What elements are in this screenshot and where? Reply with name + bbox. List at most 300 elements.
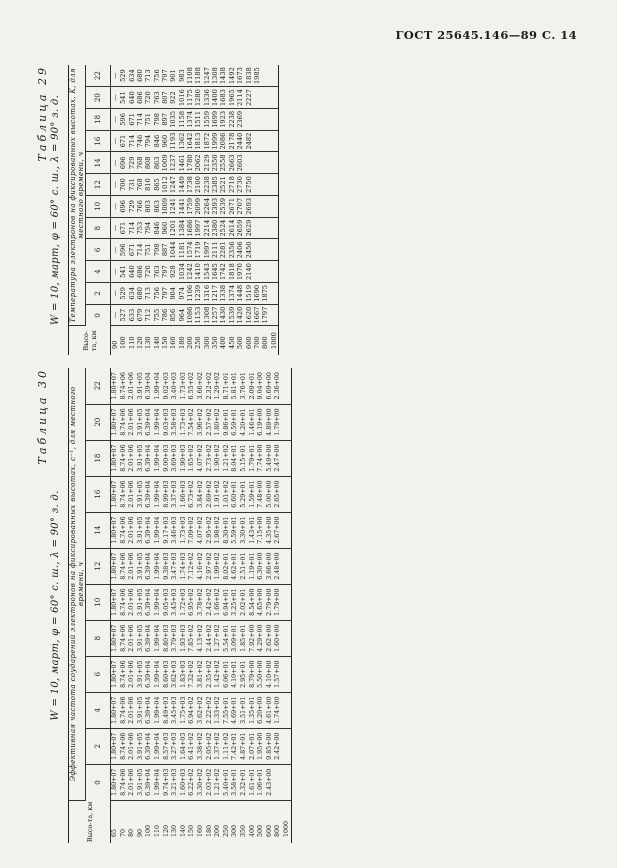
table-cell: 1.80+07 bbox=[111, 624, 118, 652]
table-cell: 2750 bbox=[244, 176, 253, 194]
table-cell: 1.73+03 bbox=[179, 372, 187, 400]
table-cell: — bbox=[111, 116, 119, 123]
table-cell: 8.74+06 bbox=[119, 480, 127, 508]
table-cell: 6.55+02 bbox=[188, 372, 196, 400]
table-cell: 7.55+01 bbox=[222, 696, 230, 724]
table-cell: 1999 bbox=[211, 132, 220, 150]
altitude-value: 130 bbox=[171, 824, 179, 837]
table-cell: 8.74+06 bbox=[119, 552, 127, 580]
table-cell: 6.39+04 bbox=[145, 372, 153, 400]
hour-column bbox=[111, 130, 279, 152]
altitude-value: 110 bbox=[153, 824, 161, 837]
table-cell: 1106 bbox=[186, 284, 195, 302]
table-cell: 1559 bbox=[202, 110, 211, 128]
table-cell: 2539 bbox=[219, 197, 228, 215]
table-cell: 922 bbox=[169, 91, 178, 104]
table-cell: 1188 bbox=[194, 67, 203, 85]
group-caption: Температура электронов на фиксированных высотах, K, для местного времени, ч bbox=[69, 65, 86, 326]
table-cell: 4.29+00 bbox=[257, 624, 265, 652]
table-cell: 1686 bbox=[186, 219, 195, 237]
altitude-value: 1000 bbox=[269, 332, 278, 349]
table-cell: 1997 bbox=[202, 241, 211, 259]
hour-column bbox=[111, 283, 279, 305]
table-cell: 766 bbox=[136, 200, 145, 213]
table-cell: 2129 bbox=[202, 154, 211, 172]
table-cell: 1158 bbox=[177, 110, 186, 128]
table-cell: 541 bbox=[119, 91, 128, 104]
table-cell: 7.32+02 bbox=[188, 660, 196, 688]
table-cell: 1965 bbox=[227, 89, 236, 107]
table-cell: 2693 bbox=[244, 197, 253, 215]
altitude-header: Высо-та, км bbox=[69, 800, 111, 843]
table-cell: 1.74+03 bbox=[179, 552, 187, 580]
table-cell: 1362 bbox=[177, 132, 186, 150]
table-cell: 1.79+00 bbox=[274, 588, 282, 616]
table-cell: 8.74+06 bbox=[119, 624, 127, 652]
table-cell: 8.74+06 bbox=[119, 516, 127, 544]
table-cell: 1.29+02 bbox=[214, 372, 222, 400]
hour-column bbox=[111, 584, 292, 620]
table-cell: 1574 bbox=[186, 241, 195, 259]
page-header: ГОСТ 25645.146—89 С. 14 bbox=[395, 28, 577, 42]
table-cell: 1673 bbox=[236, 67, 245, 85]
table-cell: 729 bbox=[127, 156, 136, 170]
table-cell: 6.39+04 bbox=[145, 588, 153, 616]
table-cell: 1430 bbox=[219, 306, 228, 324]
table-cell: 3.91+05 bbox=[136, 768, 144, 796]
table-cell: 1410 bbox=[194, 263, 203, 281]
table-cell: 3.76+01 bbox=[239, 372, 247, 400]
table-cell: 9.38+03 bbox=[162, 552, 170, 580]
table-cell: 5.29+01 bbox=[239, 480, 247, 508]
table-cell: 2.03+02 bbox=[205, 768, 213, 796]
table-cell: 3.78+02 bbox=[196, 588, 204, 616]
altitude-column bbox=[111, 800, 292, 843]
table-cell: 3.91+05 bbox=[136, 660, 144, 688]
table-cell: 1.80+07 bbox=[111, 588, 118, 616]
table-cell: 7.85+02 bbox=[188, 624, 196, 652]
table-cell: 1.64+03 bbox=[179, 732, 187, 760]
table-cell: 1.99+04 bbox=[153, 552, 161, 580]
table-cell: 810 bbox=[144, 178, 153, 191]
table-cell: 9.03+03 bbox=[162, 408, 170, 436]
hour-column bbox=[111, 196, 279, 218]
table-cell: 1239 bbox=[194, 284, 203, 302]
altitude-value: 140 bbox=[152, 336, 161, 349]
table-cell: 1813 bbox=[194, 132, 203, 150]
table-cell: 6.39+04 bbox=[145, 660, 153, 688]
table-cell: 2730 bbox=[236, 176, 245, 194]
table-cell: 2238 bbox=[202, 176, 211, 194]
altitude-value: 800 bbox=[261, 336, 270, 349]
table-cell: 1923 bbox=[219, 110, 228, 128]
table-cell: 1153 bbox=[194, 306, 203, 324]
table-cell: 1461 bbox=[177, 154, 186, 172]
hour-header: 14 bbox=[86, 152, 111, 174]
table-cell: 2.48+00 bbox=[274, 552, 282, 580]
table-cell: 3.47+03 bbox=[171, 552, 179, 580]
table-cell: 4.10+01 bbox=[231, 660, 239, 688]
hour-header: 12 bbox=[86, 174, 111, 196]
table-cell: 8.74+06 bbox=[119, 408, 127, 436]
table-cell: 1645 bbox=[211, 263, 220, 281]
table-cell: 8.74+06 bbox=[119, 732, 127, 760]
table-cell: 634 bbox=[127, 287, 136, 300]
hour-column bbox=[111, 548, 292, 584]
table-cell: 3.09+01 bbox=[231, 624, 239, 652]
table-cell: — bbox=[111, 224, 119, 232]
table-cell: 5.81+01 bbox=[231, 372, 239, 400]
table-cell: 541 bbox=[119, 265, 128, 278]
table-cell: 5.49+00 bbox=[265, 444, 273, 472]
table-cell: 7.12+02 bbox=[188, 552, 196, 580]
table-cell: 1970 bbox=[236, 263, 245, 281]
table-cell: 2406 bbox=[236, 241, 245, 259]
table-cell: 1.01+02 bbox=[222, 480, 230, 508]
table-cell: 4.65+00 bbox=[257, 588, 265, 616]
table-cell: 1.80+07 bbox=[111, 732, 118, 760]
table-cell: 2524 bbox=[219, 219, 228, 237]
table-cell: 1.99+04 bbox=[153, 732, 161, 760]
table-cell: 807 bbox=[161, 91, 170, 104]
altitude-value: 110 bbox=[127, 336, 136, 349]
table-cell: 1690 bbox=[252, 284, 261, 302]
altitude-value: 1000 bbox=[282, 820, 290, 837]
table-cell: 1400 bbox=[211, 89, 220, 107]
table-cell: 731 bbox=[127, 178, 136, 191]
hour-column bbox=[111, 692, 292, 728]
table-cell: 1.42+02 bbox=[214, 660, 222, 688]
table-cell: 2440 bbox=[236, 132, 245, 150]
table-cell: 1035 bbox=[169, 110, 178, 128]
table-cell: 1539 bbox=[227, 306, 236, 324]
table-cell: 3.91+05 bbox=[136, 516, 144, 544]
table-cell: 803 bbox=[144, 200, 153, 213]
table-cell: — bbox=[111, 159, 119, 167]
hour-header: 10 bbox=[86, 196, 111, 218]
table-cell: 7.54+02 bbox=[188, 408, 196, 436]
table-cell: 2.51+01 bbox=[239, 552, 247, 580]
table-cell: 686 bbox=[136, 265, 145, 278]
table-29-subtitle: W = 10, март, φ = 60° с. ш., λ = 90° з. д. bbox=[50, 94, 61, 326]
table-cell: 1.90+02 bbox=[214, 444, 222, 472]
table-cell: 2099 bbox=[194, 197, 203, 215]
table-30-label: Таблица 30 bbox=[36, 368, 49, 465]
table-29 bbox=[68, 65, 279, 355]
table-cell: 2718 bbox=[227, 176, 236, 194]
table-cell: 713 bbox=[144, 287, 153, 300]
table-cell: 2100 bbox=[194, 176, 203, 194]
table-cell: 1.99+04 bbox=[153, 372, 161, 400]
table-cell: 768 bbox=[136, 156, 145, 170]
table-cell: 5.54+01 bbox=[222, 624, 230, 652]
table-cell: 714 bbox=[127, 134, 136, 148]
altitude-value: 250 bbox=[222, 824, 230, 837]
table-cell: 1.83+03 bbox=[179, 660, 187, 688]
table-cell: 1.75+03 bbox=[179, 696, 187, 724]
table-cell: 3.62+02 bbox=[196, 696, 204, 724]
altitude-header: Высо-та, км bbox=[69, 326, 111, 355]
hour-header: 4 bbox=[86, 261, 111, 283]
table-cell: 2.22+02 bbox=[205, 696, 213, 724]
table-cell: 6.19+00 bbox=[257, 408, 265, 436]
table-cell: 8.49+03 bbox=[162, 696, 170, 724]
table-cell: 1.43+01 bbox=[248, 516, 256, 544]
table-cell: 1642 bbox=[186, 132, 195, 150]
hour-column bbox=[111, 728, 292, 764]
table-cell: 1034 bbox=[177, 263, 186, 281]
table-cell: 2238 bbox=[227, 110, 236, 128]
table-cell: 696 bbox=[119, 200, 128, 213]
table-cell: 1193 bbox=[169, 132, 178, 150]
table-cell: 8.99+03 bbox=[162, 480, 170, 508]
hour-column bbox=[111, 109, 279, 131]
table-cell: 1044 bbox=[169, 241, 178, 259]
table-cell: 1.98+02 bbox=[214, 516, 222, 544]
table-cell: 2450 bbox=[244, 241, 253, 259]
table-cell: 633 bbox=[127, 308, 136, 322]
hour-header: 18 bbox=[86, 109, 111, 131]
altitude-value: 150 bbox=[188, 824, 196, 837]
table-cell: 9.74+03 bbox=[162, 768, 170, 796]
table-cell: 3.91+05 bbox=[136, 552, 144, 580]
hour-column bbox=[111, 620, 292, 656]
table-cell: 2111 bbox=[211, 241, 220, 259]
table-cell: 2.32+02 bbox=[205, 372, 213, 400]
table-cell: 1.80+07 bbox=[111, 552, 118, 580]
table-cell: 8.60+03 bbox=[162, 660, 170, 688]
table-cell: 1217 bbox=[211, 284, 220, 302]
table-cell: 756 bbox=[152, 69, 161, 82]
table-29-frame bbox=[36, 65, 581, 355]
hour-header: 20 bbox=[86, 87, 111, 109]
table-cell: 8.74+06 bbox=[119, 588, 127, 616]
table-cell: 1985 bbox=[252, 67, 261, 85]
table-cell: 1.59+01 bbox=[248, 480, 256, 508]
table-cell: 2558 bbox=[219, 154, 228, 172]
table-cell: 6.39+04 bbox=[145, 480, 153, 508]
hour-header: 8 bbox=[86, 217, 111, 239]
table-cell: 2.62+00 bbox=[265, 624, 273, 652]
table-cell: 5.00+00 bbox=[265, 480, 273, 508]
table-cell: 3.66+02 bbox=[196, 372, 204, 400]
table-cell: 7.92+00 bbox=[248, 624, 256, 652]
table-cell: 1.80+07 bbox=[111, 480, 118, 508]
table-cell: 2.36+00 bbox=[274, 372, 282, 400]
table-cell: 9.17+03 bbox=[162, 516, 170, 544]
table-cell: 6.39+04 bbox=[145, 552, 153, 580]
table-cell: 671 bbox=[119, 134, 128, 148]
altitude-value: 150 bbox=[161, 336, 170, 349]
table-cell: 2707 bbox=[236, 197, 245, 215]
table-cell: 4.20+01 bbox=[239, 408, 247, 436]
table-cell: 2380 bbox=[211, 219, 220, 237]
table-cell: 2.73+02 bbox=[205, 444, 213, 472]
table-cell: 1.06+01 bbox=[257, 768, 265, 796]
table-cell: 3.91+05 bbox=[136, 372, 144, 400]
table-cell: 786 bbox=[161, 308, 170, 322]
table-cell: 6.69+00 bbox=[265, 372, 273, 400]
table-cell: 2356 bbox=[227, 241, 236, 259]
altitude-value: 200 bbox=[214, 824, 222, 837]
altitude-value: 600 bbox=[244, 336, 253, 349]
table-cell: 6.73+02 bbox=[188, 480, 196, 508]
table-cell: 5.40+01 bbox=[222, 768, 230, 796]
table-cell: 1997 bbox=[194, 219, 203, 237]
hour-header: 8 bbox=[86, 620, 111, 656]
table-cell: 1.79+01 bbox=[248, 444, 256, 472]
table-cell: 1.66+02 bbox=[214, 588, 222, 616]
table-cell: 679 bbox=[136, 308, 145, 322]
table-cell: 2.01+06 bbox=[128, 444, 136, 472]
table-cell: 3.91+05 bbox=[136, 588, 144, 616]
table-cell: 6.39+04 bbox=[145, 516, 153, 544]
table-cell: 527 bbox=[119, 308, 128, 322]
table-cell: 9.04+00 bbox=[257, 372, 265, 400]
table-cell: 1.99+04 bbox=[153, 516, 161, 544]
table-cell: 9.85+00 bbox=[265, 732, 273, 760]
table-cell: 1.99+04 bbox=[153, 444, 161, 472]
table-cell: 1742 bbox=[219, 263, 228, 281]
table-cell: 4.07+02 bbox=[196, 516, 204, 544]
table-cell: 3.58+03 bbox=[171, 408, 179, 436]
table-cell: 1.11+02 bbox=[222, 732, 230, 760]
table-cell: 846 bbox=[152, 134, 161, 148]
table-cell: 2.01+06 bbox=[128, 552, 136, 580]
hour-column bbox=[111, 87, 279, 109]
table-cell: 2659 bbox=[236, 219, 245, 237]
hour-header: 14 bbox=[86, 512, 111, 548]
table-cell: 904 bbox=[169, 287, 178, 300]
table-cell: 4.10+00 bbox=[265, 660, 273, 688]
table-cell: 2.69+02 bbox=[205, 480, 213, 508]
table-cell: 763 bbox=[152, 91, 161, 104]
table-cell: 1201 bbox=[169, 219, 178, 237]
table-cell: 1543 bbox=[202, 263, 211, 281]
table-cell: 3.81+02 bbox=[196, 660, 204, 688]
table-cell: 1.57+00 bbox=[274, 660, 282, 688]
table-cell: 8.71+01 bbox=[222, 372, 230, 400]
table-cell: 1012 bbox=[161, 176, 170, 194]
table-cell: 1336 bbox=[202, 89, 211, 107]
hour-column bbox=[111, 368, 292, 404]
table-cell: 6.60+01 bbox=[231, 480, 239, 508]
table-cell: 2.42+02 bbox=[205, 588, 213, 616]
altitude-value: 300 bbox=[202, 336, 211, 349]
altitude-value: 500 bbox=[257, 824, 265, 837]
table-cell: 2140 bbox=[244, 263, 253, 281]
table-cell: 2.47+00 bbox=[274, 444, 282, 472]
table-cell: 1237 bbox=[169, 154, 178, 172]
table-cell: 1449 bbox=[177, 176, 186, 194]
table-cell: 671 bbox=[127, 113, 136, 126]
table-cell: 2.79+00 bbox=[265, 588, 273, 616]
altitude-value: 140 bbox=[179, 824, 187, 837]
table-cell: 714 bbox=[127, 221, 136, 235]
altitude-column bbox=[111, 326, 279, 355]
hour-header: 2 bbox=[86, 283, 111, 305]
table-cell: 2393 bbox=[211, 197, 220, 215]
altitude-value: 700 bbox=[252, 336, 261, 349]
hour-column bbox=[111, 217, 279, 239]
altitude-value: 200 bbox=[186, 336, 195, 349]
table-cell: 1.80+07 bbox=[111, 768, 118, 796]
altitude-value: 80 bbox=[128, 828, 136, 837]
table-cell: 9.00+03 bbox=[162, 444, 170, 472]
table-cell: 2.35+02 bbox=[205, 660, 213, 688]
table-cell: 2264 bbox=[202, 197, 211, 215]
table-cell: 8.74+06 bbox=[119, 372, 127, 400]
altitude-value: 180 bbox=[177, 336, 186, 349]
table-cell: 8.02+01 bbox=[222, 552, 230, 580]
table-cell: 1838 bbox=[244, 67, 253, 85]
table-cell: 964 bbox=[177, 308, 186, 322]
table-cell: 863 bbox=[152, 200, 161, 213]
hour-header: 20 bbox=[86, 404, 111, 440]
table-cell: 2369 bbox=[236, 110, 245, 128]
table-cell: 1.99+04 bbox=[153, 768, 161, 796]
table-cell: 2.01+06 bbox=[128, 588, 136, 616]
table-cell: 798 bbox=[152, 113, 161, 126]
table-cell: 2.07+01 bbox=[248, 732, 256, 760]
hour-header: 16 bbox=[86, 476, 111, 512]
hour-header: 12 bbox=[86, 548, 111, 584]
altitude-value: 350 bbox=[239, 824, 247, 837]
table-cell: 1.73+03 bbox=[179, 408, 187, 436]
table-cell: 2.97+02 bbox=[205, 552, 213, 580]
hour-column bbox=[111, 656, 292, 692]
table-cell: 4.89+00 bbox=[265, 408, 273, 436]
altitude-value: 90 bbox=[136, 828, 144, 837]
table-cell: 4.07+02 bbox=[196, 444, 204, 472]
table-cell: 1.74+00 bbox=[274, 696, 282, 724]
table-cell: 671 bbox=[127, 243, 136, 257]
table-cell: 1683 bbox=[219, 89, 228, 107]
table-cell: 865 bbox=[152, 178, 161, 191]
table-cell: 2.05+02 bbox=[205, 732, 213, 760]
hour-column bbox=[111, 764, 292, 800]
table-cell: 640 bbox=[127, 265, 136, 278]
table-cell: 1308 bbox=[211, 67, 220, 85]
table-cell: 1.80+07 bbox=[111, 444, 118, 472]
table-cell: 1.19+01 bbox=[248, 552, 256, 580]
table-cell: 1438 bbox=[219, 67, 228, 85]
table-cell: 9.02+03 bbox=[162, 372, 170, 400]
table-cell: 7.42+01 bbox=[231, 732, 239, 760]
hour-header: 18 bbox=[86, 440, 111, 476]
table-cell: 863 bbox=[152, 156, 161, 170]
table-cell: 794 bbox=[144, 221, 153, 235]
table-cell: 3.27+03 bbox=[171, 732, 179, 760]
table-cell: 8.74+06 bbox=[119, 660, 127, 688]
table-cell: — bbox=[111, 246, 119, 254]
table-cell: 756 bbox=[152, 287, 161, 300]
table-cell: 1016 bbox=[177, 89, 186, 107]
hour-header: 16 bbox=[86, 130, 111, 152]
hour-header: 6 bbox=[86, 656, 111, 692]
table-cell: 1.65+02 bbox=[188, 444, 196, 472]
table-cell: 1.46+01 bbox=[248, 408, 256, 436]
hour-column bbox=[111, 239, 279, 261]
table-cell: 3.91+05 bbox=[136, 480, 144, 508]
table-cell: 1.90+03 bbox=[179, 444, 187, 472]
altitude-value: 130 bbox=[144, 336, 153, 349]
table-cell: 640 bbox=[127, 91, 136, 104]
table-cell: 2.01+06 bbox=[128, 624, 136, 652]
table-cell: 3.79+03 bbox=[171, 624, 179, 652]
table-cell: 960 bbox=[161, 221, 170, 235]
table-cell: 846 bbox=[152, 221, 161, 235]
